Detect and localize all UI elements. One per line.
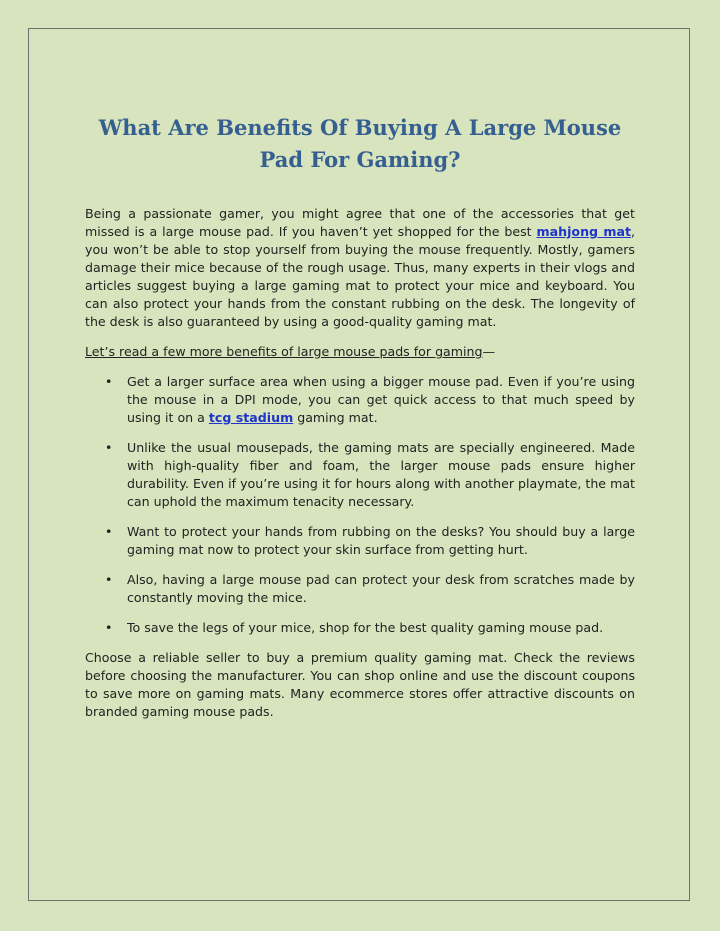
- intro-text-before-link: Being a passionate gamer, you might agree that one of the accessories that get missed is a large mouse pad. If you haven’t yet shopped for the best: [85, 206, 635, 239]
- article-title: What Are Benefits Of Buying A Large Mouse Pad For Gaming?: [98, 115, 622, 172]
- intro-text-after-link: , you won’t be able to stop yourself from buying the mouse frequently. Mostly, gamers damage their mice because of the rough usage. Thus, many experts in their vlogs and articles suggest buying a large gaming mat to protect your mice and keyboard. You can also protect your hands from the constant rubbing on the desk. The longevity of the desk is also guaranteed by using a good-quality gaming mat.: [85, 224, 636, 329]
- bullet-icon: •: [105, 440, 113, 455]
- list-item-text-before-link: Get a larger surface area when using a bigger mouse pad. Even if you’re using the mouse in a DPI mode, you can get quick access to that much speed by using it on a: [127, 374, 635, 425]
- bullet-icon: •: [105, 374, 113, 389]
- list-item: [85, 571, 635, 607]
- list-item-text: To save the legs of your mice, shop for the best quality gaming mouse pad.: [127, 620, 604, 635]
- lead-in-paragraph: [85, 343, 635, 361]
- lead-in-text: Let’s read a few more benefits of large mouse pads for gaming: [85, 344, 483, 359]
- list-item: [85, 619, 635, 637]
- closing-paragraph: Choose a reliable seller to buy a premium quality gaming mat. Check the reviews before choosing the manufacturer. You can shop online and use the discount coupons to save more on gaming mats. Many ecommerce stores offer attractive discounts on branded gaming mouse pads.: [85, 650, 635, 719]
- list-item-text: Want to protect your hands from rubbing on the desks? You should buy a large gaming mat now to protect your skin surface from getting hurt.: [127, 524, 635, 557]
- bullet-icon: •: [105, 524, 113, 539]
- bullet-icon: •: [105, 572, 113, 587]
- mahjong-mat-link[interactable]: mahjong mat: [536, 224, 631, 239]
- tcg-stadium-link[interactable]: tcg stadium: [208, 410, 294, 425]
- lead-in-dash: —: [482, 344, 496, 359]
- article-body: [85, 205, 635, 733]
- bullet-icon: •: [105, 620, 113, 635]
- list-item-text-after-link: gaming mat.: [293, 410, 378, 425]
- list-item: [85, 439, 635, 511]
- intro-paragraph: [85, 205, 635, 331]
- list-item: [85, 523, 635, 559]
- list-item-text: Also, having a large mouse pad can protect your desk from scratches made by constantly moving the mice.: [127, 572, 635, 605]
- list-item-text: Unlike the usual mousepads, the gaming mats are specially engineered. Made with high-quality fiber and foam, the larger mouse pads ensure higher durability. Even if you’re using it for hours along with another playmate, the mat can uphold the maximum tenacity necessary.: [127, 440, 635, 509]
- benefits-list: [85, 373, 635, 637]
- list-item: [85, 373, 635, 427]
